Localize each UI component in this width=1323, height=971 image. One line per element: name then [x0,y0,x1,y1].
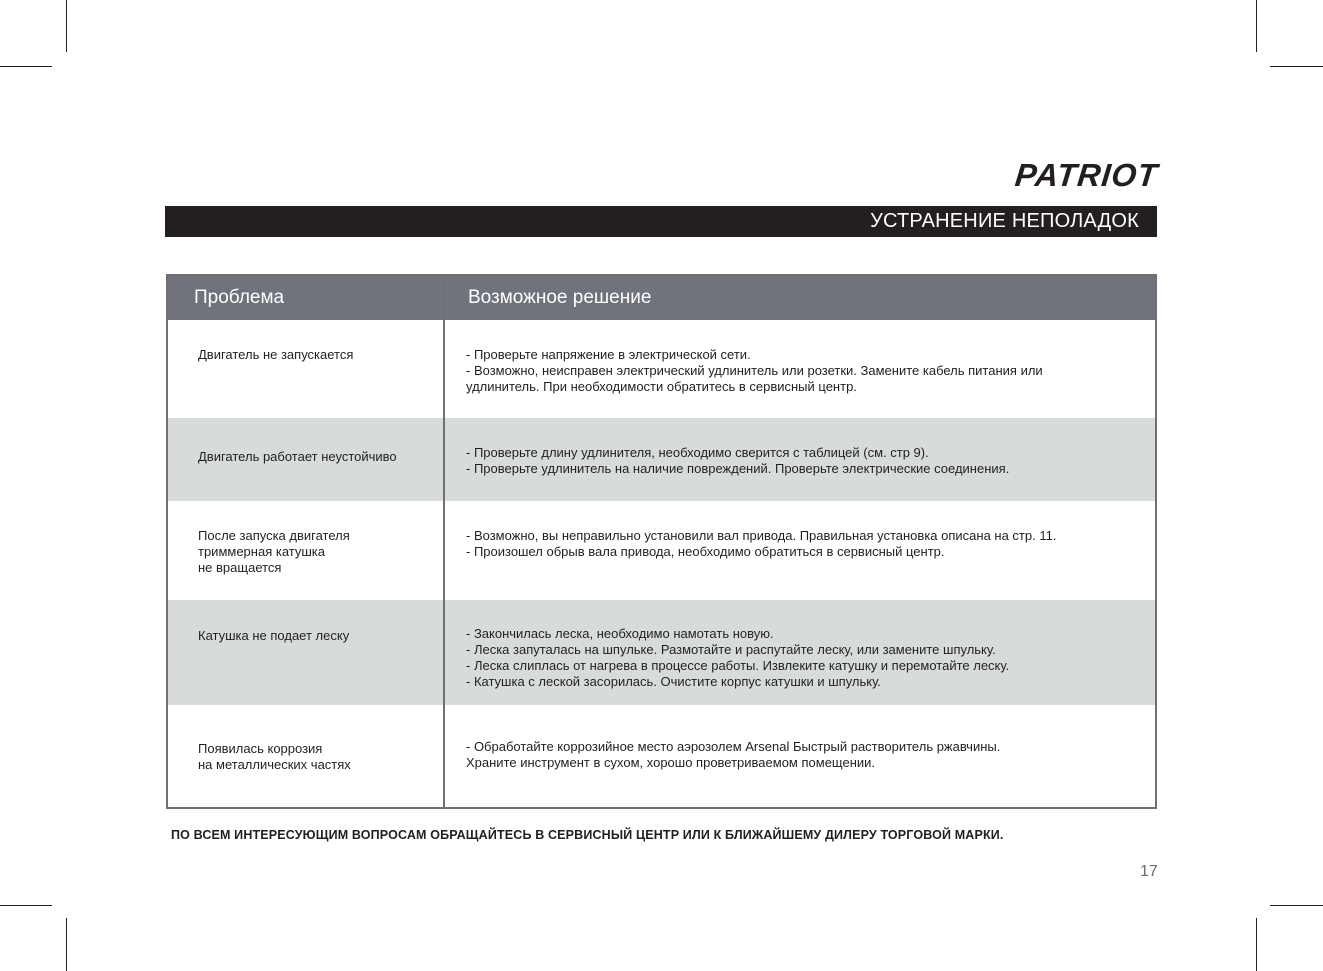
table-row [168,705,1155,807]
row-solution: - Обработайте коррозийное место аэрозолем Arsenal Быстрый растворитель ржавчины. Храните инструмент в сухом, хорошо проветриваемом помещении. [466,739,1001,770]
crop-mark [66,918,67,971]
table-row [168,320,1155,418]
section-title: УСТРАНЕНИЕ НЕПОЛАДОК [870,210,1139,232]
table-row [168,600,1155,705]
row-problem: Появилась коррозия на металлических частях [198,741,351,772]
crop-mark [0,66,52,67]
service-notice: ПО ВСЕМ ИНТЕРЕСУЮЩИМ ВОПРОСАМ ОБРАЩАЙТЕСЬ В СЕРВИСНЫЙ ЦЕНТР ИЛИ К БЛИЖАЙШЕМУ ДИЛЕРУ ТОРГОВОЙ МАРКИ. [171,828,1004,842]
brand-logo: PATRIOT [1013,157,1160,193]
page-number: 17 [1140,863,1158,880]
column-divider [443,276,445,807]
row-solution: - Возможно, вы неправильно установили вал привода. Правильная установка описана на стр. 11. - Произошел обрыв вала привода, необходимо обратиться в сервисный центр. [466,528,1057,559]
crop-mark [66,0,67,52]
table-header [168,276,1155,320]
row-problem: После запуска двигателя триммерная катушка не вращается [198,528,350,575]
row-problem: Катушка не подает леску [198,628,350,643]
table-row [168,418,1155,501]
table-row [168,501,1155,600]
crop-mark [1270,905,1323,906]
row-problem: Двигатель не запускается [198,347,354,362]
row-solution: - Закончилась леска, необходимо намотать новую. - Леска запуталась на шпульке. Размотайте и распутайте леску, или замените шпульку. - Леска слиплась от нагрева в процессе работы. Извлеките катушку и перемотайте леску. - Катушка с леской засорилась. Очистите корпус катушки и шпульку. [466,626,1010,689]
row-problem: Двигатель работает неустойчиво [198,449,397,464]
row-solution: - Проверьте длину удлинителя, необходимо сверится с таблицей (см. стр 9). - Проверьте удлинитель на наличие повреждений. Проверьте электрические соединения. [466,445,1010,476]
crop-mark [0,905,52,906]
crop-mark [1256,918,1257,971]
troubleshooting-table [166,274,1157,809]
row-solution: - Проверьте напряжение в электрической сети. - Возможно, неисправен электрический удлинитель или розетки. Замените кабель питания или удлинитель. При необходимости обратитесь в сервисный центр. [466,347,1043,394]
crop-mark [1270,66,1323,67]
section-title-bar [165,206,1157,237]
header-solution: Возможное решение [468,287,652,308]
header-problem: Проблема [194,287,285,308]
crop-mark [1256,0,1257,52]
